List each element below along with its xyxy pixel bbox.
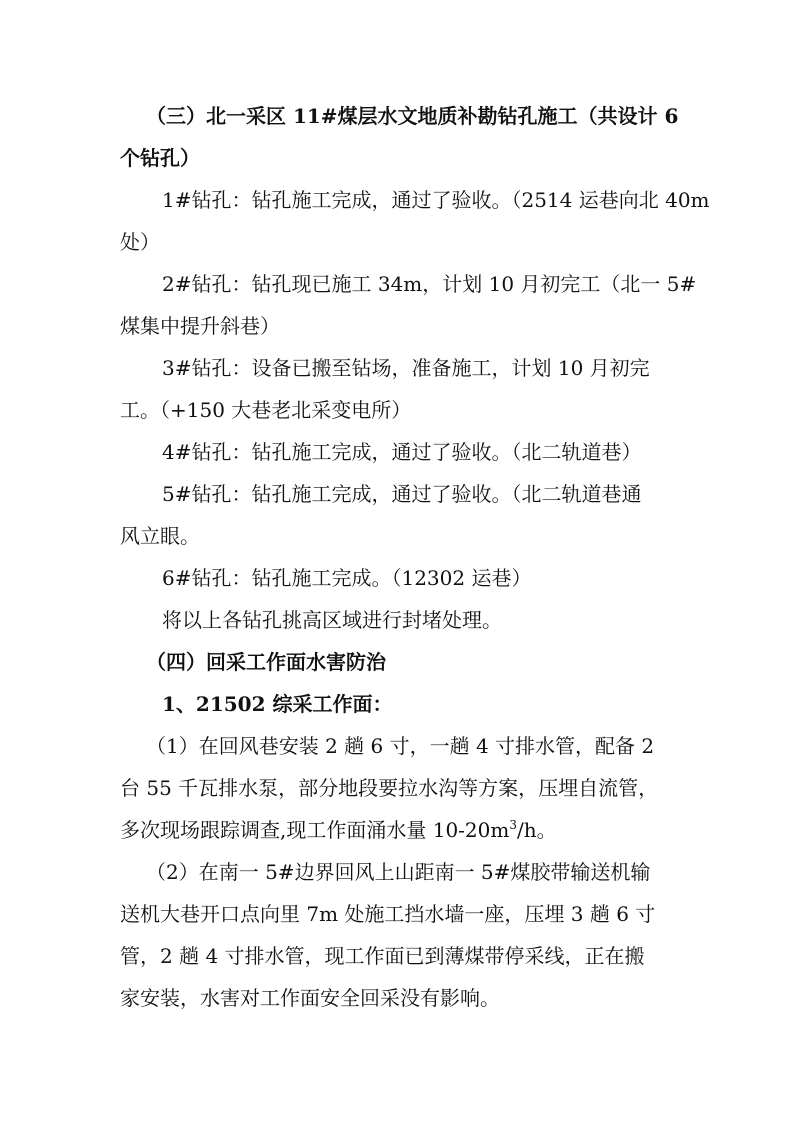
seal-line: 将以上各钻孔挑高区域进行封堵处理。 (162, 608, 502, 632)
hole3-line2: 工。（+150 大巷老北采变电所） (120, 398, 412, 422)
item1-line3-text: 多次现场跟踪调查,现工作面涌水量 10-20m (120, 818, 510, 842)
sub1-heading: 1、21502 综采工作面： (162, 692, 393, 716)
hole3-line1: 3#钻孔：设备已搬至钻场，准备施工，计划 10 月初完 (162, 356, 650, 380)
hole1-line1: 1#钻孔：钻孔施工完成，通过了验收。（2514 运巷向北 40m (162, 188, 710, 212)
cubic-superscript: 3 (509, 818, 517, 832)
hole5-line2: 风立眼。 (120, 524, 200, 548)
hole2-line2: 煤集中提升斜巷） (120, 314, 280, 338)
item1-line1: （1）在回风巷安装 2 趟 6 寸，一趟 4 寸排水管，配备 2 (146, 734, 655, 758)
hole1-line2: 处） (120, 230, 160, 254)
item1-line3 (120, 816, 557, 844)
item2-line1: （2）在南一 5#边界回风上山距南一 5#煤胶带输送机输 (146, 860, 651, 884)
section3-heading-line1: （三）北一采区 11#煤层水文地质补勘钻孔施工（共设计 6 (146, 104, 679, 128)
item2-line4: 家安装，水害对工作面安全回采没有影响。 (120, 986, 500, 1010)
hole4-line1: 4#钻孔：钻孔施工完成，通过了验收。（北二轨道巷） (162, 440, 642, 464)
section3-heading-line2: 个钻孔） (120, 146, 200, 170)
hole5-line1: 5#钻孔：钻孔施工完成，通过了验收。（北二轨道巷通 (162, 482, 642, 506)
item2-line2: 送机大巷开口点向里 7m 处施工挡水墙一座，压埋 3 趟 6 寸 (120, 902, 656, 926)
section4-heading: （四）回采工作面水害防治 (146, 650, 386, 674)
item2-line3: 管，2 趟 4 寸排水管，现工作面已到薄煤带停采线，正在搬 (120, 944, 645, 968)
item1-line3-unit: /h。 (516, 818, 557, 842)
item1-line2: 台 55 千瓦排水泵，部分地段要拉水沟等方案，压埋自流管， (120, 776, 659, 800)
hole2-line1: 2#钻孔：钻孔现已施工 34m，计划 10 月初完工（北一 5# (162, 272, 697, 296)
hole6-line1: 6#钻孔：钻孔施工完成。（12302 运巷） (162, 566, 532, 590)
